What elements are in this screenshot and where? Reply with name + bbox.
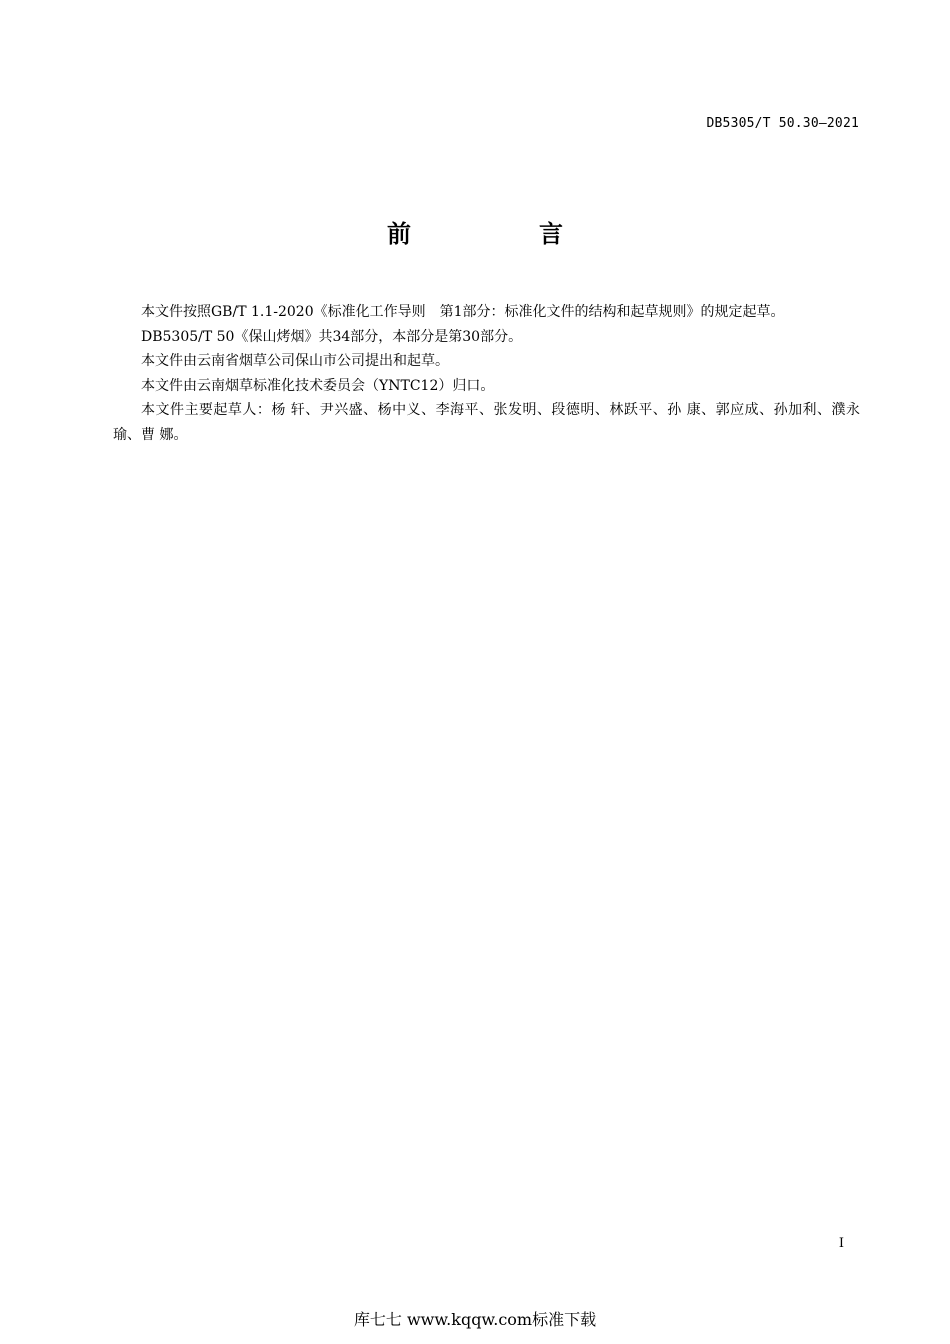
- paragraph-drafters: 本文件主要起草人：杨 轩、尹兴盛、杨中义、李海平、张发明、段德明、林跃平、孙 康、郭应成、孙加利、濮永瑜、曹 娜。: [113, 402, 860, 443]
- paragraph-series: DB5305/T 50《保山烤烟》共34部分，本部分是第30部分。: [141, 328, 523, 345]
- foreword-body: [113, 300, 860, 447]
- paragraph-proposer: 本文件由云南省烟草公司保山市公司提出和起草。: [141, 353, 449, 369]
- footer-watermark: 库七七 www.kqqw.com标准下载: [353, 1310, 597, 1329]
- document-code: DB5305/T 50.30—2021: [706, 116, 859, 131]
- page-number: I: [838, 1236, 844, 1251]
- page-title: 前 言: [387, 220, 615, 248]
- paragraph-basis: 本文件按照GB/T 1.1-2020《标准化工作导则 第1部分：标准化文件的结构和起草规则》的规定起草。: [141, 304, 785, 320]
- paragraph-committee: 本文件由云南烟草标准化技术委员会（YNTC12）归口。: [141, 377, 495, 394]
